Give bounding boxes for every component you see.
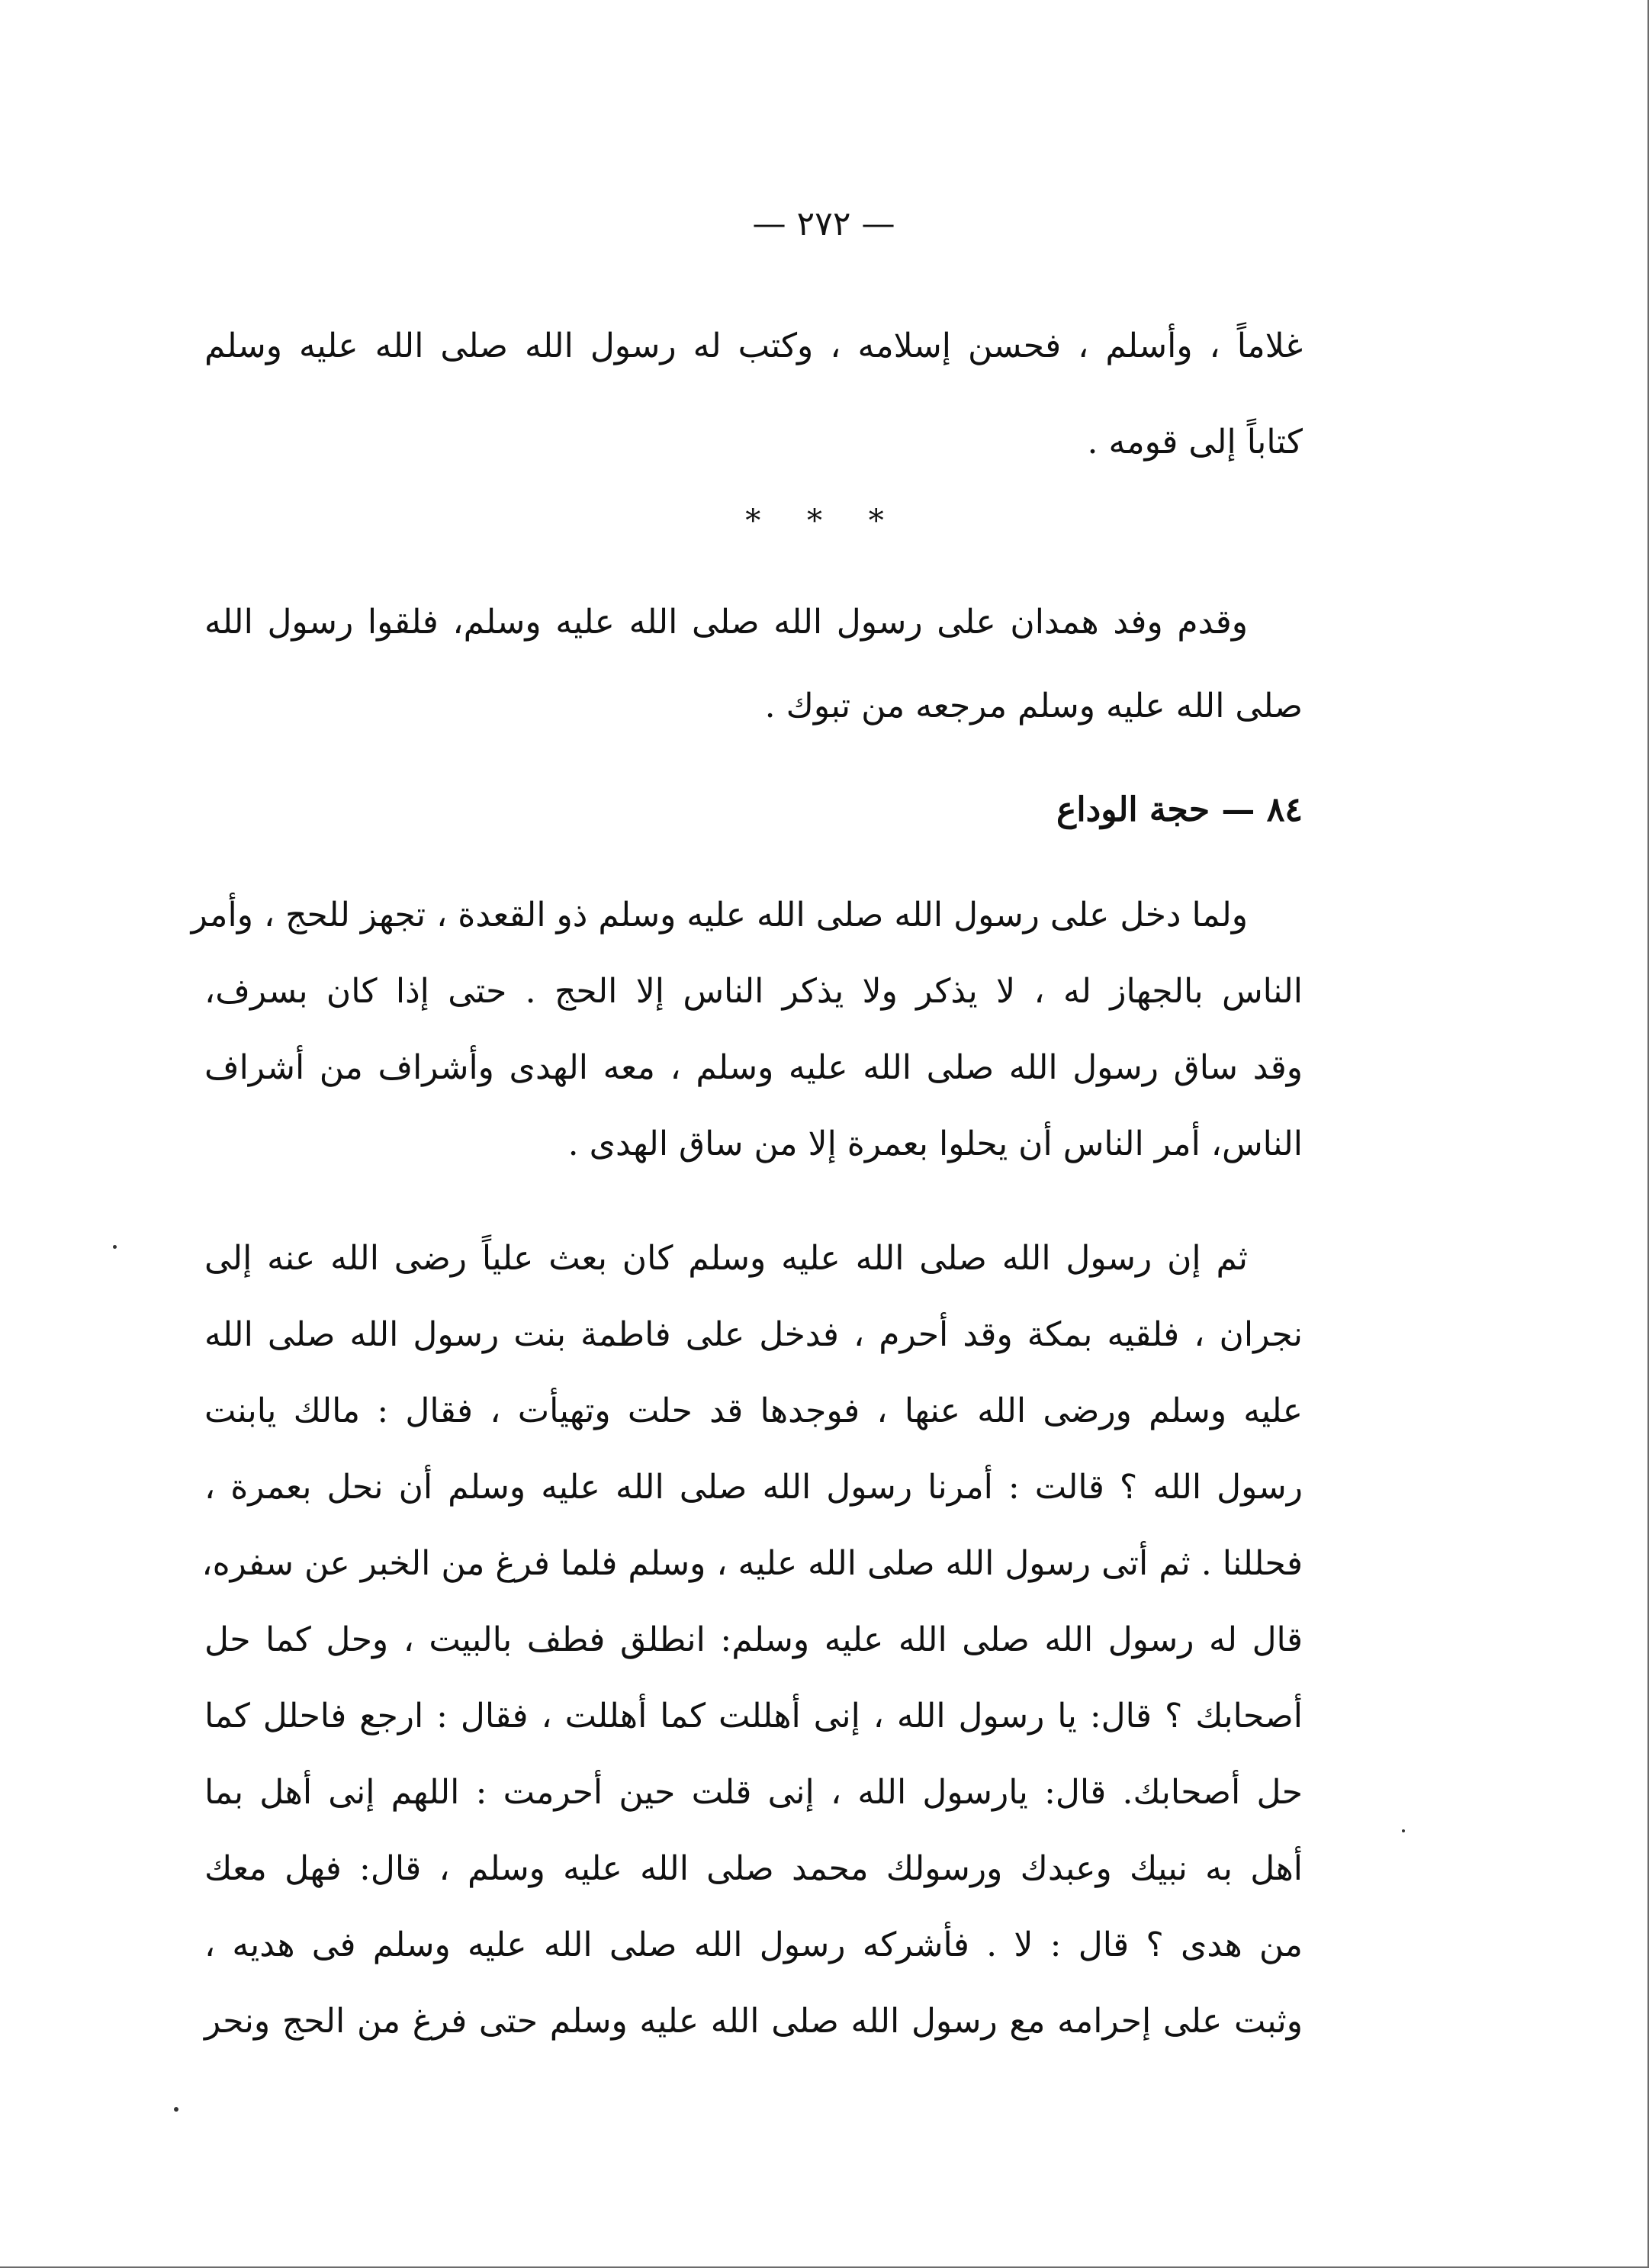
scan-speck: [1402, 1829, 1405, 1832]
text-line: من هدى ؟ قال : لا . فأشركه رسول الله صلى الله عليه وسلم فى هديه ،: [204, 1925, 1303, 1964]
text-line: ولما دخل على رسول الله صلى الله عليه وسلم ذو القعدة ، تجهز للحج ، وأمر: [191, 896, 1248, 935]
text-line: عليه وسلم ورضى الله عنها ، فوجدها قد حلت وتهيأت ، فقال : مالك يابنت: [204, 1391, 1303, 1430]
text-line: قال له رسول الله صلى الله عليه وسلم: انطلق فطف بالبيت ، وحل كما حل: [204, 1620, 1303, 1659]
text-line: ثم إن رسول الله صلى الله عليه وسلم كان بعث علياً رضى الله عنه إلى: [204, 1239, 1248, 1278]
section-heading: ٨٤ — حجة الوداع: [1056, 790, 1303, 829]
scan-speck: [113, 1245, 117, 1249]
section-separator: * * *: [745, 503, 902, 539]
text-line: الناس، أمر الناس أن يحلوا بعمرة إلا من ساق الهدى .: [567, 1124, 1303, 1163]
scan-speck: [174, 2107, 178, 2112]
text-line: صلى الله عليه وسلم مرجعه من تبوك .: [764, 687, 1303, 725]
text-line: كتاباً إلى قومه .: [1087, 423, 1303, 462]
text-line: غلاماً ، وأسلم ، فحسن إسلامه ، وكتب له رسول الله صلى الله عليه وسلم: [204, 327, 1303, 365]
text-line: وقدم وفد همدان على رسول الله صلى الله عليه وسلم، فلقوا رسول الله: [204, 603, 1248, 642]
text-line: وقد ساق رسول الله صلى الله عليه وسلم ، معه الهدى وأشراف من أشراف: [204, 1048, 1303, 1087]
text-line: حل أصحابك. قال: يارسول الله ، إنى قلت حين أحرمت : اللهم إنى أهل بما: [204, 1773, 1303, 1812]
text-line: فحللنا . ثم أتى رسول الله صلى الله عليه ، وسلم فلما فرغ من الخبر عن سفره،: [201, 1544, 1303, 1583]
text-line: وثبت على إحرامه مع رسول الله صلى الله عليه وسلم حتى فرغ من الحج ونحر: [204, 2002, 1303, 2041]
text-line: أصحابك ؟ قال: يا رسول الله ، إنى أهللت كما أهللت ، فقال : ارجع فاحلل كما: [204, 1697, 1303, 1736]
text-line: نجران ، فلقيه بمكة وقد أحرم ، فدخل على فاطمة بنت رسول الله صلى الله: [204, 1315, 1303, 1354]
text-line: الناس بالجهاز له ، لا يذكر ولا يذكر الناس إلا الحج . حتى إذا كان بسرف،: [204, 972, 1303, 1011]
page-number: — ٢٧٢ —: [752, 204, 895, 243]
text-line: رسول الله ؟ قالت : أمرنا رسول الله صلى الله عليه وسلم أن نحل بعمرة ،: [204, 1468, 1303, 1507]
text-line: أهل به نبيك وعبدك ورسولك محمد صلى الله عليه وسلم ، قال: فهل معك: [204, 1849, 1303, 1888]
